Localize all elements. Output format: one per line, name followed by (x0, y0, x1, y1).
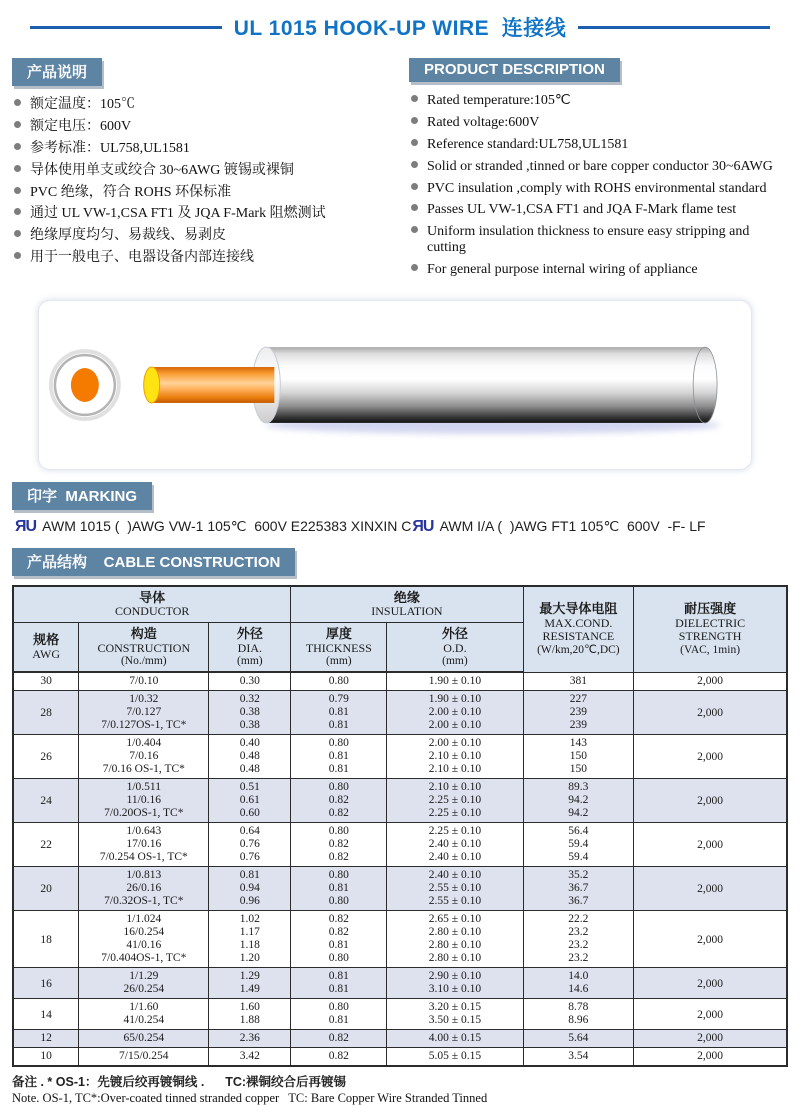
note-cn: 备注 . * OS-1：先镀后绞再镀铜线 . TC:裸铜绞合后再镀锡 (12, 1075, 347, 1090)
table-cell: 1/1.60 (79, 999, 209, 1015)
table-cell: 1.49 (209, 983, 291, 999)
header-unit: (mm) (326, 655, 352, 668)
bullet-item (411, 262, 788, 277)
bullet-dot-icon (411, 264, 418, 271)
table-cell: 0.38 (209, 719, 291, 735)
bullet-item (14, 228, 391, 243)
bullet-dot-icon (411, 139, 418, 146)
table-row (13, 672, 787, 691)
header-unit: (W/km,20℃,DC) (537, 643, 620, 656)
table-cell: 2.65 ± 0.10 (387, 911, 523, 927)
table-cell: 7/0.16 OS-1, TC* (79, 763, 209, 779)
bullet-dot-icon (411, 226, 418, 233)
table-cell: 0.80 (291, 779, 387, 795)
table-header-cell (79, 622, 209, 672)
bullet-dot-icon (411, 95, 418, 102)
table-cell: 5.05 ± 0.15 (387, 1048, 523, 1067)
bullet-item (14, 119, 391, 134)
table-cell: 17/0.16 (79, 838, 209, 851)
table-cell: 2.00 ± 0.10 (387, 735, 523, 751)
table-cell: 23.2 (523, 939, 634, 952)
table-cell: 7/0.16 (79, 750, 209, 763)
table-cell: 1.02 (209, 911, 291, 927)
table-cell: 41/0.254 (79, 1014, 209, 1030)
bullet-text: Uniform insulation thickness to ensure easy stripping and cutting (427, 224, 753, 255)
table-cell: 0.80 (291, 952, 387, 968)
table-cell: 26/0.16 (79, 882, 209, 895)
table-cell: 56.4 (523, 823, 634, 839)
table-row (13, 1048, 787, 1067)
wire-illustration (39, 301, 751, 469)
table-cell: 0.81 (291, 1014, 387, 1030)
table-row (13, 823, 787, 839)
header-label-en: INSULATION (371, 604, 443, 619)
table-header-cell (387, 622, 523, 672)
table-header-cell (634, 586, 787, 673)
awg-cell: 22 (13, 823, 79, 867)
table-cell: 0.48 (209, 763, 291, 779)
table-cell: 0.82 (291, 807, 387, 823)
header-label-en: AWG (32, 647, 60, 662)
awg-cell: 10 (13, 1048, 79, 1067)
bullet-item (14, 250, 391, 265)
table-cell: 150 (523, 763, 634, 779)
bullet-text: 参考标准：UL758,UL1581 (30, 140, 190, 156)
bullet-dot-icon (411, 117, 418, 124)
awg-cell: 16 (13, 968, 79, 999)
table-cell: 0.82 (291, 794, 387, 807)
marking-segment: AWM 1015 ( )AWG VW-1 105℃ 600V E225383 XINXIN C (39, 517, 412, 534)
table-cell: 0.82 (291, 926, 387, 939)
table-cell: 1/0.32 (79, 691, 209, 707)
header-label-zh: 导体 (139, 589, 166, 605)
header-unit: (mm) (442, 655, 468, 668)
ul-recognized-icon: ЯU (15, 517, 37, 535)
header-label-en: CONDUCTOR (114, 604, 190, 619)
table-cell: 2.00 ± 0.10 (387, 706, 523, 719)
table-cell: 2.40 ± 0.10 (387, 851, 523, 867)
section-badge-en: PRODUCT DESCRIPTION (409, 58, 620, 82)
table-cell: 1/0.813 (79, 867, 209, 883)
table-cell: 0.61 (209, 794, 291, 807)
table-cell: 2.55 ± 0.10 (387, 895, 523, 911)
bullet-dot-icon (14, 252, 21, 259)
table-cell: 0.82 (291, 851, 387, 867)
bullet-item (411, 115, 788, 130)
table-cell: 5.64 (523, 1030, 634, 1048)
table-cell: 0.82 (291, 838, 387, 851)
bullet-item (411, 137, 788, 152)
bullet-text: Reference standard:UL758,UL1581 (427, 136, 629, 152)
table-row (13, 968, 787, 984)
table-cell: 0.38 (209, 706, 291, 719)
header-label-zh: 耐压强度 (684, 601, 737, 617)
table-cell: 2.40 ± 0.10 (387, 867, 523, 883)
section-badge-cn: 产品说明 (12, 58, 102, 86)
table-cell: 0.81 (209, 867, 291, 883)
table-cell: 7/0.404OS-1, TC* (79, 952, 209, 968)
table-cell: 3.42 (209, 1048, 291, 1067)
copper-conductor-icon (144, 367, 275, 403)
table-cell: 14.0 (523, 968, 634, 984)
table-cell: 3.54 (523, 1048, 634, 1067)
header-label-zh: 绝缘 (393, 589, 420, 605)
table-cell: 8.96 (523, 1014, 634, 1030)
table-cell: 0.51 (209, 779, 291, 795)
dielectric-cell: 2,000 (634, 691, 787, 735)
wire-illustration-panel (38, 300, 752, 470)
bullet-item (411, 93, 788, 108)
table-cell: 23.2 (523, 952, 634, 968)
header-label-en: RESISTANCE (542, 629, 615, 644)
table-cell: 239 (523, 719, 634, 735)
table-cell: 1/1.024 (79, 911, 209, 927)
table-cell: 0.80 (291, 999, 387, 1015)
bullet-item (14, 141, 391, 156)
table-cell: 59.4 (523, 851, 634, 867)
table-cell: 0.79 (291, 691, 387, 707)
dielectric-cell: 2,000 (634, 867, 787, 911)
table-row (13, 1030, 787, 1048)
table-cell: 7/0.10 (79, 672, 209, 691)
table-cell: 35.2 (523, 867, 634, 883)
bullet-text: For general purpose internal wiring of appliance (427, 261, 698, 277)
dielectric-cell: 2,000 (634, 1030, 787, 1048)
table-cell: 16/0.254 (79, 926, 209, 939)
table-cell: 0.80 (291, 823, 387, 839)
bullet-item (14, 206, 391, 221)
bullet-dot-icon (14, 187, 21, 194)
dielectric-cell: 2,000 (634, 823, 787, 867)
table-cell: 2.90 ± 0.10 (387, 968, 523, 984)
table-row (13, 911, 787, 927)
dielectric-cell: 2,000 (634, 779, 787, 823)
table-cell: 4.00 ± 0.15 (387, 1030, 523, 1048)
awg-cell: 18 (13, 911, 79, 968)
bullet-item (14, 185, 391, 200)
table-cell: 1.90 ± 0.10 (387, 672, 523, 691)
table-cell: 14.6 (523, 983, 634, 999)
table-cell: 36.7 (523, 882, 634, 895)
table-cell: 1.17 (209, 926, 291, 939)
table-row (13, 691, 787, 707)
table-row (13, 779, 787, 795)
header-label-en: CONSTRUCTION (97, 640, 191, 655)
table-cell: 0.81 (291, 882, 387, 895)
table-cell: 0.32 (209, 691, 291, 707)
ul-recognized-icon: ЯU (412, 517, 434, 535)
dielectric-cell: 2,000 (634, 911, 787, 968)
table-cell: 94.2 (523, 807, 634, 823)
header-unit: (VAC, 1min) (680, 643, 741, 656)
table-cell: 1.90 ± 0.10 (387, 691, 523, 707)
table-cell: 1/0.643 (79, 823, 209, 839)
table-cell: 1/0.511 (79, 779, 209, 795)
title-rule-left (30, 26, 222, 29)
table-header-cell (523, 586, 634, 673)
table-cell: 23.2 (523, 926, 634, 939)
table-cell: 1.29 (209, 968, 291, 984)
table-cell: 0.81 (291, 706, 387, 719)
table-cell: 2.10 ± 0.10 (387, 763, 523, 779)
awg-cell: 26 (13, 735, 79, 779)
table-cell: 41/0.16 (79, 939, 209, 952)
table-header-cell (291, 622, 387, 672)
marking-text (14, 518, 786, 536)
header-label-zh: 规格 (33, 632, 60, 648)
table-cell: 59.4 (523, 838, 634, 851)
table-row (13, 735, 787, 751)
bullet-text: 通过 UL VW-1,CSA FT1 及 JQA F-Mark 阻燃测试 (30, 206, 326, 222)
bullet-item (14, 163, 391, 178)
description-column-en (409, 58, 788, 284)
table-cell: 227 (523, 691, 634, 707)
bullet-item (411, 224, 788, 255)
table-cell: 150 (523, 750, 634, 763)
bullet-dot-icon (411, 183, 418, 190)
header-label-zh: 外径 (441, 625, 468, 641)
bullet-text: Solid or stranded ,tinned or bare copper conductor 30~6AWG (427, 158, 773, 174)
header-label-en: STRENGTH (678, 629, 742, 644)
table-cell: 11/0.16 (79, 794, 209, 807)
header-label-zh: 最大导体电阻 (539, 601, 618, 617)
table-cell: 89.3 (523, 779, 634, 795)
page-header (30, 12, 770, 42)
bullet-dot-icon (14, 121, 21, 128)
bullet-dot-icon (411, 204, 418, 211)
table-cell: 0.82 (291, 1030, 387, 1048)
header-label-en: DIA. (237, 640, 262, 655)
table-cell: 0.80 (291, 867, 387, 883)
section-badge-marking: 印字 MARKING (12, 482, 152, 510)
table-cell: 7/15/0.254 (79, 1048, 209, 1067)
bullet-text: PVC 绝缘，符合 ROHS 环保标准 (30, 184, 232, 200)
page-title: UL 1015 HOOK-UP WIRE 连接线 (233, 17, 567, 40)
table-header-group-cell (291, 586, 523, 623)
table-cell: 2.25 ± 0.10 (387, 823, 523, 839)
footnotes (12, 1072, 788, 1106)
bullet-dot-icon (411, 161, 418, 168)
marking-segment: AWM I/A ( )AWG FT1 105℃ 600V -F- LF (436, 517, 706, 534)
table-cell: 0.76 (209, 838, 291, 851)
table-row (13, 867, 787, 883)
bullet-text: 额定温度：105℃ (30, 97, 135, 112)
bullet-item (411, 202, 788, 217)
bullet-text: PVC insulation ,comply with ROHS environmental standard (427, 180, 767, 196)
table-cell: 7/0.32OS-1, TC* (79, 895, 209, 911)
table-cell: 7/0.127OS-1, TC* (79, 719, 209, 735)
table-cell: 239 (523, 706, 634, 719)
table-cell: 94.2 (523, 794, 634, 807)
wire-cross-section-icon (51, 351, 119, 419)
dielectric-cell: 2,000 (634, 672, 787, 691)
bullet-list-en (409, 93, 788, 277)
table-cell: 0.82 (291, 1048, 387, 1067)
table-cell: 0.81 (291, 750, 387, 763)
dielectric-cell: 2,000 (634, 735, 787, 779)
bullet-dot-icon (14, 99, 21, 106)
header-label-en: MAX.COND. (544, 616, 613, 631)
header-label-zh: 厚度 (325, 625, 352, 641)
table-cell: 2.25 ± 0.10 (387, 794, 523, 807)
table-cell: 0.60 (209, 807, 291, 823)
table-cell: 1/0.404 (79, 735, 209, 751)
bullet-item (14, 97, 391, 112)
table-cell: 7/0.127 (79, 706, 209, 719)
table-header-cell (209, 622, 291, 672)
table-cell: 1.20 (209, 952, 291, 968)
table-cell: 0.80 (291, 895, 387, 911)
table-cell: 0.81 (291, 939, 387, 952)
table-cell: 2.10 ± 0.10 (387, 750, 523, 763)
title-rule-right (578, 26, 770, 29)
table-cell: 2.36 (209, 1030, 291, 1048)
table-cell: 2.80 ± 0.10 (387, 952, 523, 968)
bullet-text: Passes UL VW-1,CSA FT1 and JQA F-Mark flame test (427, 202, 737, 218)
table-cell: 22.2 (523, 911, 634, 927)
header-unit: (mm) (237, 655, 263, 668)
table-cell: 1/1.29 (79, 968, 209, 984)
cable-construction-table (12, 585, 788, 1068)
dielectric-cell: 2,000 (634, 999, 787, 1030)
table-cell: 0.94 (209, 882, 291, 895)
bullet-item (411, 159, 788, 174)
table-cell: 1.18 (209, 939, 291, 952)
table-cell: 65/0.254 (79, 1030, 209, 1048)
header-unit: (No./mm) (120, 655, 167, 668)
bullet-dot-icon (14, 165, 21, 172)
bullet-list-cn (12, 97, 391, 266)
awg-cell: 12 (13, 1030, 79, 1048)
header-label-en: O.D. (443, 640, 467, 655)
table-cell: 0.81 (291, 763, 387, 779)
table-cell: 26/0.254 (79, 983, 209, 999)
description-column-cn (12, 58, 391, 284)
table-cell: 2.25 ± 0.10 (387, 807, 523, 823)
header-label-en: THICKNESS (305, 640, 372, 655)
table-cell: 381 (523, 672, 634, 691)
table-cell: 0.80 (291, 735, 387, 751)
bullet-item (411, 181, 788, 196)
table-cell: 2.55 ± 0.10 (387, 882, 523, 895)
table-header-group-cell (13, 586, 291, 623)
dielectric-cell: 2,000 (634, 1048, 787, 1067)
table-cell: 7/0.254 OS-1, TC* (79, 851, 209, 867)
table-cell: 0.76 (209, 851, 291, 867)
bullet-text: 额定电压：600V (30, 118, 132, 134)
table-cell: 1.60 (209, 999, 291, 1015)
table-header-group-row (13, 586, 787, 623)
awg-cell: 20 (13, 867, 79, 911)
table-row (13, 999, 787, 1015)
bullet-text: Rated temperature:105℃ (427, 93, 571, 108)
table-cell: 0.40 (209, 735, 291, 751)
table-cell: 0.82 (291, 911, 387, 927)
table-cell: 2.10 ± 0.10 (387, 779, 523, 795)
table-header-cell (13, 622, 79, 672)
header-label-zh: 外径 (236, 625, 263, 641)
table-cell: 3.50 ± 0.15 (387, 1014, 523, 1030)
table-cell: 0.48 (209, 750, 291, 763)
awg-cell: 28 (13, 691, 79, 735)
table-cell: 2.80 ± 0.10 (387, 939, 523, 952)
bullet-dot-icon (14, 208, 21, 215)
awg-cell: 30 (13, 672, 79, 691)
table-cell: 1.88 (209, 1014, 291, 1030)
table-cell: 0.30 (209, 672, 291, 691)
awg-cell: 14 (13, 999, 79, 1030)
description-section (12, 58, 788, 284)
table-cell: 2.80 ± 0.10 (387, 926, 523, 939)
dielectric-cell: 2,000 (634, 968, 787, 999)
table-cell: 36.7 (523, 895, 634, 911)
bullet-dot-icon (14, 230, 21, 237)
bullet-text: 用于一般电子、电器设备内部连接线 (30, 250, 254, 266)
note-en: Note. OS-1, TC*:Over-coated tinned stranded copper TC: Bare Copper Wire Stranded Tinned (12, 1091, 488, 1106)
table-cell: 143 (523, 735, 634, 751)
table-cell: 2.40 ± 0.10 (387, 838, 523, 851)
section-badge-construction: 产品结构 CABLE CONSTRUCTION (12, 548, 295, 576)
bullet-dot-icon (14, 143, 21, 150)
header-label-en: DIELECTRIC (675, 616, 746, 631)
table-cell: 0.81 (291, 983, 387, 999)
table-cell: 3.20 ± 0.15 (387, 999, 523, 1015)
table-cell: 0.80 (291, 672, 387, 691)
awg-cell: 24 (13, 779, 79, 823)
table-cell: 0.81 (291, 719, 387, 735)
header-label-zh: 构造 (130, 625, 157, 641)
table-cell: 7/0.20OS-1, TC* (79, 807, 209, 823)
table-cell: 8.78 (523, 999, 634, 1015)
bullet-text: 导体使用单支或绞合 30~6AWG 镀锡或裸铜 (30, 162, 294, 178)
bullet-text: Rated voltage:600V (427, 114, 540, 130)
table-cell: 0.64 (209, 823, 291, 839)
table-cell: 3.10 ± 0.10 (387, 983, 523, 999)
bullet-text: 绝缘厚度均匀、易裁线、易剥皮 (30, 228, 226, 244)
insulation-cylinder-icon (252, 347, 717, 423)
table-cell: 0.81 (291, 968, 387, 984)
table-cell: 2.00 ± 0.10 (387, 719, 523, 735)
table-cell: 0.96 (209, 895, 291, 911)
